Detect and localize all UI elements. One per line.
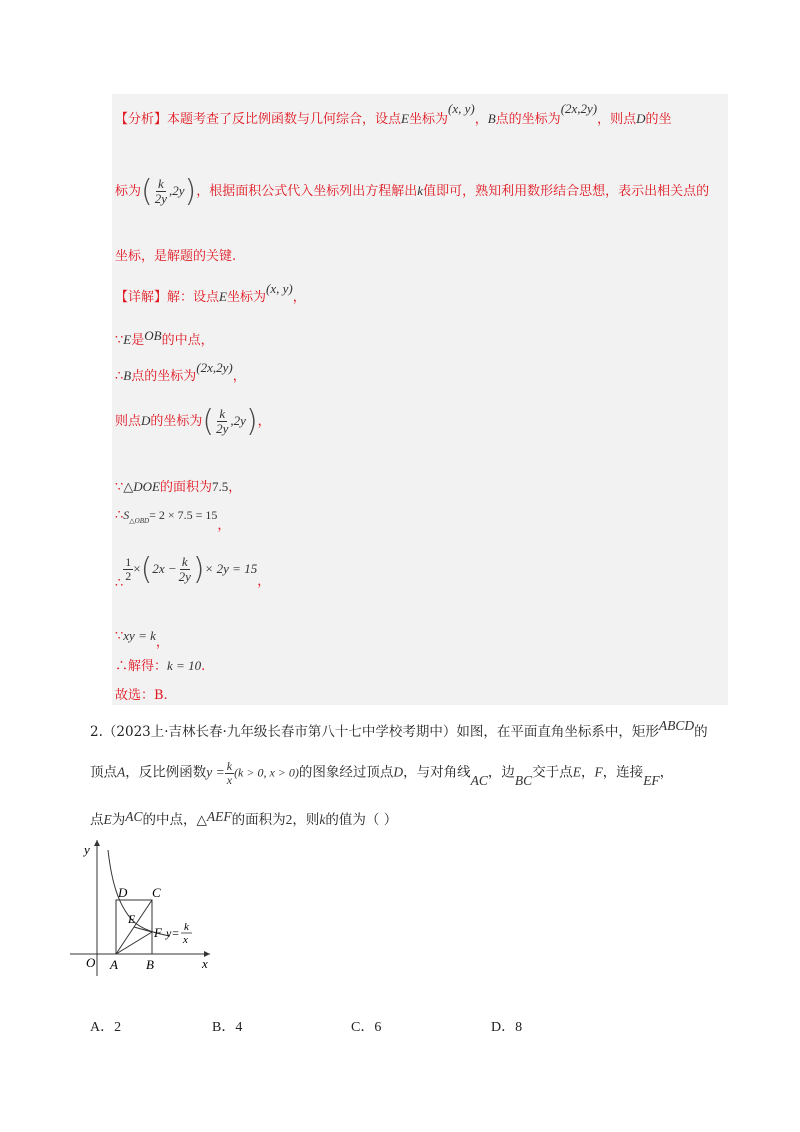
detail-line-4: 则点D的坐标为( $\frac{k}{2y}$ ,2y)， (115, 404, 271, 439)
detail-line-3: ∴B点的坐标为(2x,2y)， (115, 360, 246, 384)
segment-af (116, 932, 152, 954)
detail-line-2: ∵E是OB的中点， (115, 328, 214, 348)
axis-label-y: y (84, 842, 90, 857)
label-c: C (152, 885, 161, 900)
detail-line-5: ∵△DOE的面积为7.5， (115, 479, 242, 495)
label-a: A (110, 957, 118, 972)
question-line-2: 顶点A，反比例函数y = $\frac{k}{x}$ (k > 0, x > 0)的图象经过顶点D，与对角线AC，边BC交于点E，F，连接EF， (90, 759, 674, 788)
detail-line-9: ∴解得：k = 10. (115, 658, 206, 674)
label-d: D (118, 885, 128, 900)
analysis-tag: 【分析】 (115, 112, 168, 127)
choice-c[interactable]: C．6 (351, 1020, 382, 1035)
curve-label-x: x (183, 934, 188, 946)
curve-label-y: y= (166, 926, 180, 940)
coord-2x2y: (2x,2y) (560, 101, 598, 116)
question-source: （2023上·吉林长春·九年级长春市第八十七中学校考期中）如图，在平面直角坐标系中，矩形 (102, 724, 659, 740)
question-number: 2. (90, 724, 103, 740)
coord-xy: (x, y) (448, 101, 475, 116)
detail-line-7: ∴ $\frac{1}{2}$ ×(2x − $\frac{k}{2y}$ )× 2y = 15， (115, 552, 271, 591)
detail-line-8: ∵xy = k， (115, 628, 169, 650)
y-axis-arrow (94, 840, 100, 846)
detail-line-6: $\therefore S_{\triangle OBD}= 2 \times 7.5 = 15$， (115, 508, 231, 533)
choice-a[interactable]: A．2 (90, 1020, 122, 1035)
analysis-line-2: 标为( $\frac{k}{2y}$ ,2y)，根据面积公式代入坐标列出方程解出k值即可，熟知利用数形结合思想，表示出相关点的 (115, 174, 710, 209)
coordinate-figure (70, 836, 220, 976)
fraction-k-2y: $\frac{k}{2y}$ (154, 176, 168, 206)
label-b: B (146, 957, 154, 972)
analysis-line-3: 坐标，是解题的关键. (115, 249, 237, 264)
curve-label-k: k (184, 921, 189, 933)
detail-line-1: 【详解】解：设点E坐标为(x, y)， (115, 281, 306, 305)
label-o: O (86, 955, 96, 970)
label-f: F (154, 925, 162, 940)
choice-b[interactable]: B．4 (212, 1020, 243, 1035)
choice-d[interactable]: D．8 (491, 1020, 523, 1035)
detail-tag: 【详解】 (115, 290, 168, 305)
question-line-1: 2.（2023上·吉林长春·九年级长春市第八十七中学校考期中）如图，在平面直角坐标系中，矩形ABCD的 (90, 718, 708, 740)
axis-label-x: x (202, 956, 208, 971)
question-line-3: 点E为AC的中点，△AEF的面积为2，则k的值为（ ） (90, 809, 398, 828)
analysis-line-1: 【分析】本题考查了反比例函数与几何综合，设点E坐标为(x, y)，B点的坐标为(2x,2y)，则点D的坐 (115, 101, 672, 127)
answer-line: 故选：B. (115, 688, 168, 703)
label-e: E (128, 912, 136, 926)
